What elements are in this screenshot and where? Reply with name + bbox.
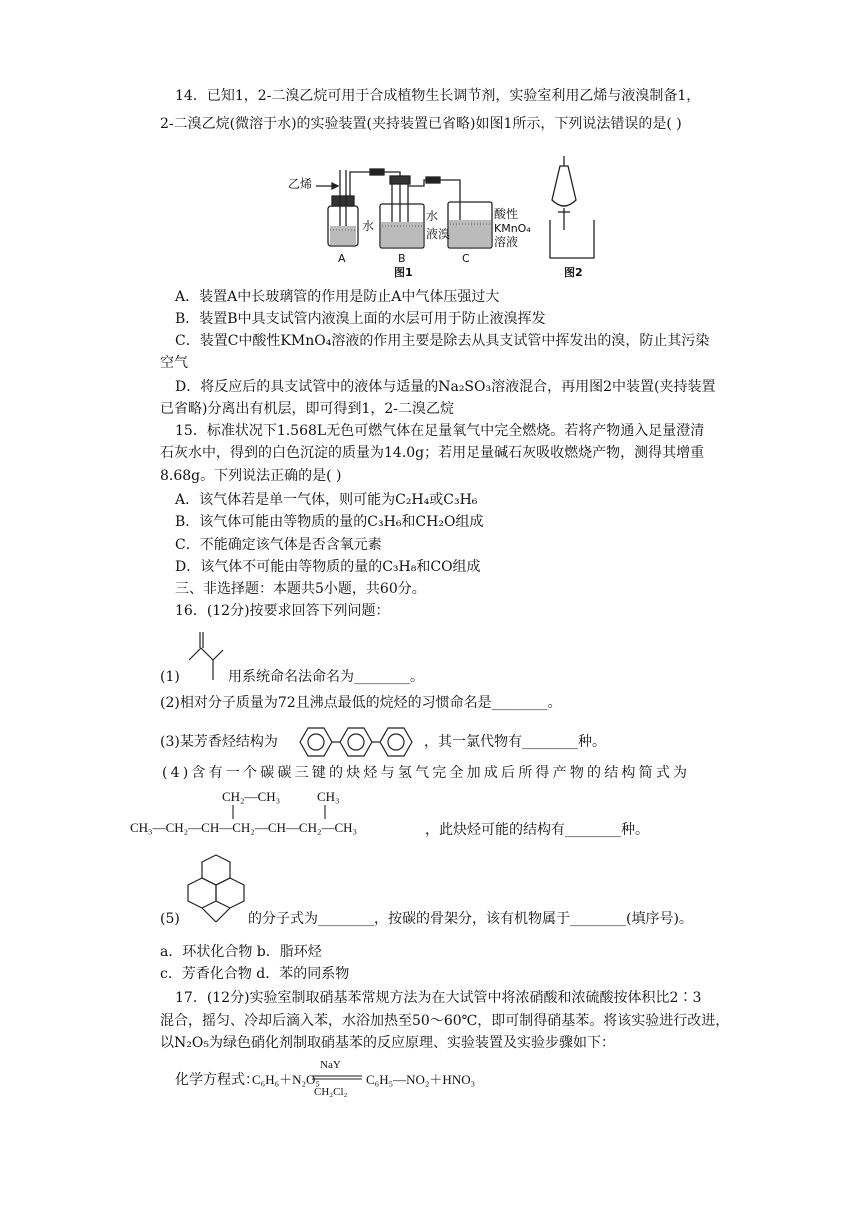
q17-solvent: CH₂Cl₂ [314, 1086, 348, 1098]
label-b: B [398, 252, 406, 265]
q14-option-d1: D．将反应后的具支试管中的液体与适量的Na₂SO₃溶液混合，再用图2中装置(夹持装置 [175, 379, 716, 395]
q16-part4-branch2: CH₃ [317, 789, 340, 804]
q16-part4: (4)含有一个碳碳三键的炔烃与氢气完全加成后所得产物的结构简式为 [162, 765, 691, 781]
q15-option-a: A．该气体若是单一气体，则可能为C₂H₄或C₃H₆ [175, 492, 478, 508]
label-acid2: KMnO₄ [494, 222, 531, 235]
terphenyl-structure [294, 720, 422, 764]
q14-option-c2: 空气 [160, 355, 188, 371]
q16-options-cd: c．芳香化合物 d．苯的同系物 [160, 966, 350, 982]
skeletal-structure-1 [186, 628, 226, 688]
q17-line3: 以N₂O₅为绿色硝化剂制取硝基苯的反应原理、实验装置及实验步骤如下： [160, 1035, 615, 1051]
q16-part4-main-chain: CH₃—CH₂—CH—CH₂—CH—CH₂—CH₃ [130, 820, 358, 835]
q16-part4-tail: ，此炔烃可能的结构有________种。 [425, 822, 649, 838]
q15-option-b: B．该气体可能由等物质的量的C₃H₆和CH₂O组成 [175, 514, 484, 530]
label-acid3: 溶液 [494, 235, 519, 249]
q14-option-c1: C．装置C中酸性KMnO₄溶液的作用主要是除去从具支试管中挥发出的溴，防止其污染 [175, 333, 710, 349]
q17-line1: 17．(12分)实验室制取硝基苯常规方法为在大试管中将浓硝酸和浓硫酸按体积比2∶3 [175, 990, 702, 1006]
label-c: C [462, 252, 470, 265]
q16-part3-end: ，其一氯代物有________种。 [424, 734, 606, 750]
q16-part1-number: (1) [160, 669, 180, 685]
q15-line1: 15．标准状况下1.568L无色可燃气体在足量氧气中完全燃烧。若将产物通入足量澄清 [175, 423, 705, 439]
q14-option-b: B．装置B中具支试管内液溴上面的水层可用于防止液溴挥发 [175, 311, 546, 327]
q17-equation-left: C₆H₆＋N₂O₅ [252, 1072, 320, 1087]
label-bromine: 液溴 [426, 227, 451, 241]
q16-part1-text: 用系统命名法命名为________。 [228, 669, 424, 685]
q15-line3: 8.68g。下列说法正确的是( ) [160, 468, 342, 484]
section-three-heading: 三、非选择题：本题共5小题，共60分。 [175, 581, 426, 597]
q16-part5-number: (5) [160, 911, 180, 927]
q16-options-ab: a．环状化合物 b．脂环烃 [160, 944, 322, 960]
q16-heading: 16．(12分)按要求回答下列问题： [175, 603, 390, 619]
q16-part5-text: 的分子式为________，按碳的骨架分，该有机物属于________(填序号)。 [248, 911, 693, 927]
q17-line2: 混合，摇匀、冷却后滴入苯，水浴加热至50～60℃，即可制得硝基苯。将该实验进行改进， [160, 1013, 730, 1029]
q17-equation-right: C₆H₅—NO₂＋HNO₃ [366, 1072, 476, 1087]
q16-part2: (2)相对分子质量为72且沸点最低的烷烃的习惯命名是________。 [160, 695, 562, 711]
ring-structure-5 [186, 852, 246, 932]
q16-part4-branch1: CH₂—CH₃ [222, 789, 281, 804]
label-acid1: 酸性 [494, 207, 519, 221]
label-water-b: 水 [426, 209, 439, 223]
q17-equation-label: 化学方程式： [175, 1072, 259, 1088]
reaction-arrow [312, 1074, 364, 1082]
label-ethylene: 乙烯 [288, 177, 313, 191]
q14-line1: 14．已知1，2-二溴乙烷可用于合成植物生长调节剂，实验室利用乙烯与液溴制备1， [175, 88, 701, 104]
q17-catalyst: NaY [320, 1059, 341, 1071]
q14-option-d2: 已省略)分离出有机层，即可得到1，2-二溴乙烷 [160, 401, 455, 417]
q15-option-d: D．该气体不可能由等物质的量的C₃H₈和CO组成 [175, 559, 481, 575]
q16-part3-start: (3)某芳香烃结构为 [160, 734, 278, 750]
label-fig1: 图1 [394, 266, 413, 279]
q14-line2: 2-二溴乙烷(微溶于水)的实验装置(夹持装置已省略)如图1所示，下列说法错误的是( ) [160, 116, 682, 132]
apparatus-figure [288, 150, 613, 280]
label-water-a: 水 [362, 219, 375, 233]
label-fig2: 图2 [564, 266, 583, 279]
q14-option-a: A．装置A中长玻璃管的作用是防止A中气体压强过大 [175, 289, 500, 305]
label-a: A [338, 252, 346, 265]
q15-line2: 石灰水中，得到的白色沉淀的质量为14.0g；若用足量碱石灰吸收燃烧产物，测得其增重 [160, 445, 705, 461]
q15-option-c: C．不能确定该气体是否含氧元素 [175, 537, 382, 553]
